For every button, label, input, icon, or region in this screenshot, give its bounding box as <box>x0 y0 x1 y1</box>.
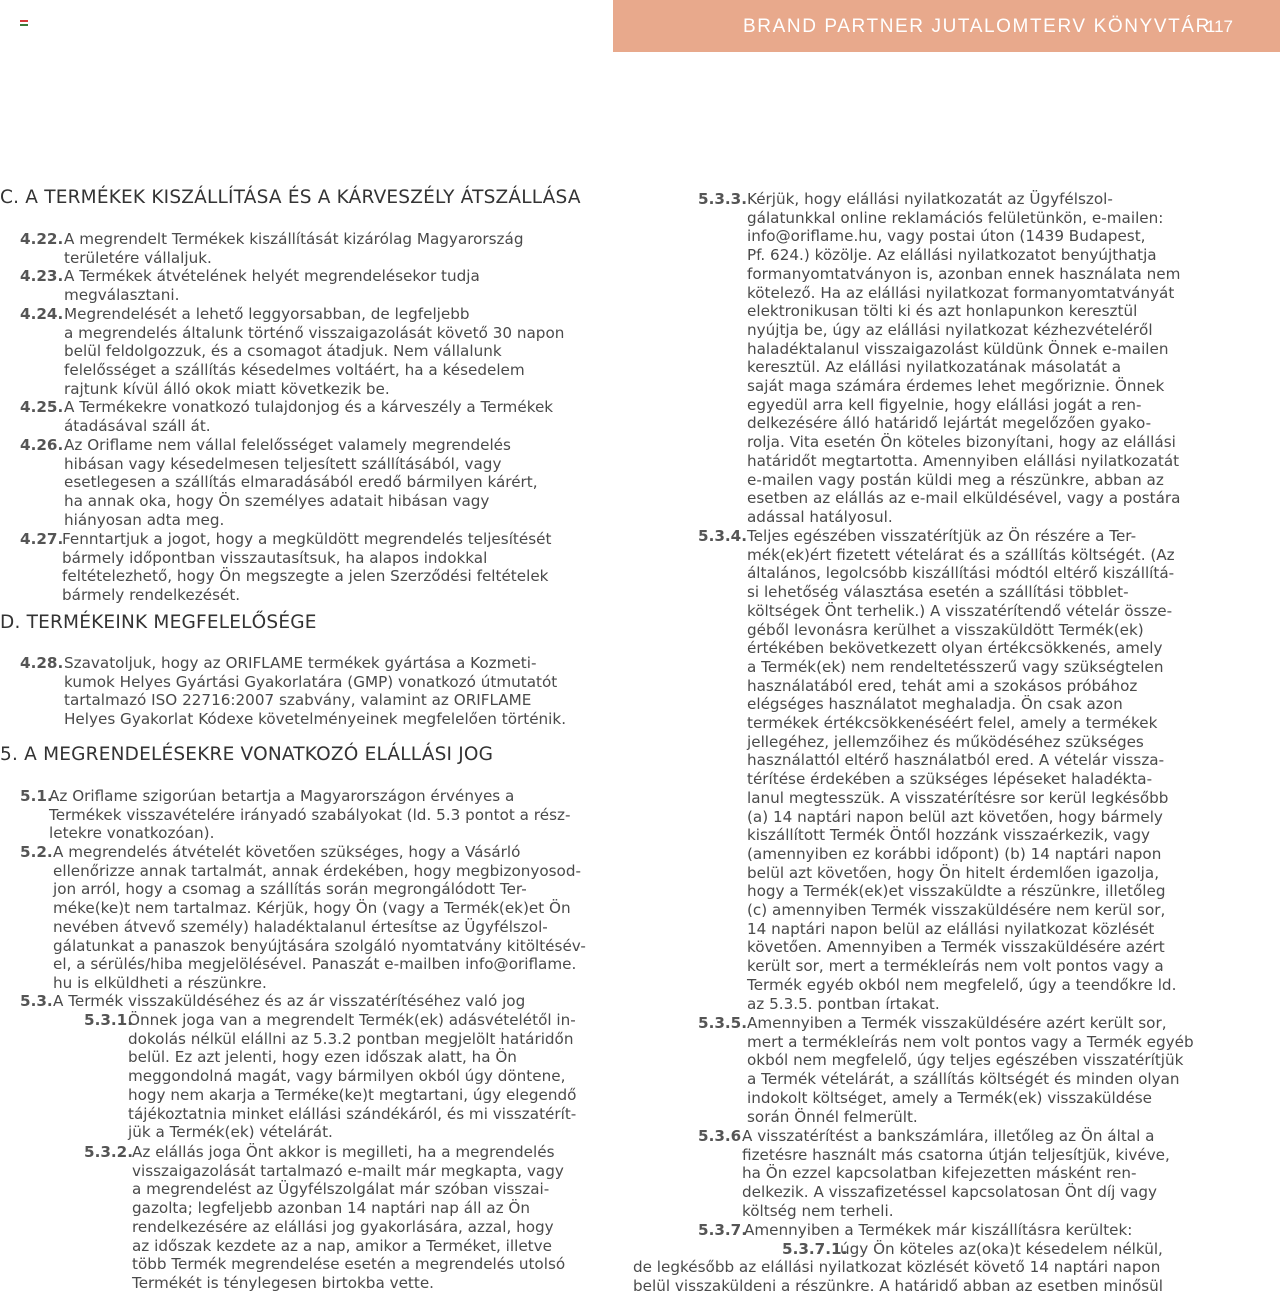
clause-text <box>53 843 586 993</box>
text-line: gálatunkkal online reklamációs felületünkön, e-mailen: <box>747 208 1164 227</box>
text-line: hogy a Termék(ek)et visszaküldte a részünkre, illetőleg <box>747 882 1166 901</box>
text-line: területére vállaljuk. <box>64 248 212 267</box>
text-line: lanul megtesszük. A visszatérítésre sor kerül legkésőbb <box>747 788 1169 807</box>
text-line: jük a Termék(ek) vételárát. <box>128 1123 333 1142</box>
text-line: rolja. Vita esetén Ön köteles bizonyítani, hogy az elállási <box>747 433 1176 452</box>
text-line: belül feldolgozzuk, és a csomagot átadjuk. Nem vállalunk <box>64 342 502 361</box>
clause-text <box>747 1014 1194 1126</box>
text-line: Pf. 624.) közölje. Az elállási nyilatkozatot benyújthatja <box>747 246 1157 265</box>
text-line: általános, legolcsóbb kiszállítási módtól eltérő kiszállítá- <box>747 564 1175 583</box>
text-line: kiszállított Termék Öntől hozzánk visszaérkezik, vagy <box>747 826 1150 845</box>
text-line: Termékek visszavételére irányadó szabályokat (ld. 5.3 pontot a rész- <box>49 805 571 824</box>
clause-number: 4.28. <box>20 654 64 672</box>
text-line: info@oriflame.hu, vagy postai úton (1439 Budapest, <box>747 227 1146 246</box>
text-line: (a) 14 naptári napon belül azt követően, hogy bármely <box>747 807 1163 826</box>
text-line: letekre vonatkozóan). <box>49 824 215 843</box>
text-line: belül azt követően, hogy Ön hitelt érdemlően igazolja, <box>747 863 1160 882</box>
clause-text <box>49 787 570 843</box>
clause-number: 5.3.2. <box>84 1143 134 1161</box>
page-number: 117 <box>1205 17 1233 36</box>
text-line: e-mailen vagy postán küldi meg a részünkre, abban az <box>747 470 1164 489</box>
text-line: került sor, mert a termékleírás nem volt pontos vagy a <box>747 957 1164 976</box>
text-line: mék(ek)ért fizetett vételárat és a szállítás költségét. (Az <box>747 545 1175 564</box>
text-line: mert a termékleírás nem volt pontos vagy a Termék egyéb <box>747 1032 1194 1051</box>
text-line: a Termék vételárát, a szállítás költségét és minden olyan <box>747 1070 1180 1089</box>
text-line: (c) amennyiben Termék visszaküldésére nem kerül sor, <box>747 901 1166 920</box>
text-line: kumok Helyes Gyártási Gyakorlatára (GMP) vonatkozó útmutatót <box>64 672 558 691</box>
text-line: az 5.3.5. pontban írtakat. <box>747 994 940 1013</box>
clause-text <box>128 1011 576 1142</box>
clause-number: 5.3. <box>20 992 53 1010</box>
text-line: haladéktalanul visszaigazolást küldünk Önnek e-mailen <box>747 339 1169 358</box>
text-line: hogy nem akarja a Terméke(ke)t megtartani, úgy elegendő <box>128 1085 577 1104</box>
text-line: Az elállás joga Önt akkor is megilleti, ha a megrendelés <box>132 1143 555 1161</box>
text-line: 14 naptári napon belül az elállási nyilatkozat közlését <box>747 919 1155 938</box>
text-line: meggondolná magát, vagy bármilyen okból úgy döntene, <box>128 1067 566 1086</box>
text-line: követően. Amennyiben a Termék visszaküldésére azért <box>747 938 1165 957</box>
clause-number: 5.3.7. <box>698 1221 748 1239</box>
clause-number: 5.3.4. <box>698 527 748 545</box>
clause-number: 5.3.6 <box>698 1127 742 1145</box>
text-line: az időszak kezdete az a nap, amikor a Terméket, illetve <box>132 1236 552 1255</box>
text-line: belül. Ez azt jelenti, hogy ezen időszak alatt, ha Ön <box>128 1048 517 1067</box>
header-title: BRAND PARTNER JUTALOMTERV KÖNYVTÁR <box>743 16 1211 37</box>
text-line: A megrendelt Termékek kiszállítását kizárólag Magyarország <box>64 230 524 248</box>
text-line: A Termék visszaküldéséhez és az ár visszatérítéséhez való jog <box>53 992 526 1010</box>
text-line: használattól eltérő használatból ered. A vételár vissza- <box>747 751 1165 770</box>
clause-text <box>64 305 564 399</box>
text-line: tartalmazó ISO 22716:2007 szabvány, valamint az ORIFLAME <box>64 691 532 710</box>
text-line: dokolás nélkül elállni az 5.3.2 pontban megjelölt határidőn <box>128 1029 574 1048</box>
text-line: visszaigazolását tartalmazó e-mailt már megkapta, vagy <box>132 1161 564 1180</box>
text-line: Az Oriflame szigorúan betartja a Magyarországon érvényes a <box>49 787 515 805</box>
clause-text <box>62 530 551 605</box>
clause-text <box>747 190 1180 527</box>
text-line: Szavatoljuk, hogy az ORIFLAME termékek gyártása a Kozmeti- <box>64 654 537 672</box>
text-line: saját maga számára érdemes lehet megőriznie. Önnek <box>747 377 1165 396</box>
text-line: ha annak oka, hogy Ön személyes adatait hibásan vagy <box>64 492 490 511</box>
clause-text <box>747 527 1176 1013</box>
clause-number: 4.23. <box>20 267 64 285</box>
text-line: Önnek joga van a megrendelt Termék(ek) adásvételétől in- <box>128 1011 576 1029</box>
clause-text <box>64 436 538 530</box>
text-line: A Termékek átvételének helyét megrendelésekor tudja <box>64 267 480 285</box>
text-line: Amennyiben a Termék visszaküldésére azért került sor, <box>747 1014 1167 1032</box>
text-line: használatából ered, tehát ami a szokásos próbához <box>747 676 1138 695</box>
text-line: rendelkezésére az elállási jog gyakorlására, azzal, hogy <box>132 1217 554 1236</box>
text-line: Termék egyéb okból nem megfelelő, úgy a teendőkre ld. <box>747 975 1177 994</box>
clause-text <box>64 654 566 729</box>
text-line: Kérjük, hogy elállási nyilatkozatát az Ügyfélszol- <box>747 190 1113 208</box>
text-line: Fenntartjuk a jogot, hogy a megküldött megrendelés teljesítését <box>62 530 552 548</box>
text-line: hiányosan adta meg. <box>64 510 225 529</box>
text-line: belül visszaküldeni a részünkre. A határidő abban az esetben minősül <box>633 1276 1164 1295</box>
clause-text <box>64 398 553 435</box>
text-line: Az Oriflame nem vállal felelősséget valamely megrendelés <box>64 436 511 454</box>
text-line: költség nem terheli. <box>742 1201 894 1220</box>
language-flag-icon <box>20 20 28 26</box>
clause-number: 5.3.5. <box>698 1014 748 1032</box>
text-line: elégséges használatot meghaladja. Ön csak azon <box>747 695 1123 714</box>
text-line: határidőt megtartotta. Amennyiben elállási nyilatkozatát <box>747 451 1180 470</box>
text-line: hibásan vagy késedelmesen teljesített szállításából, vagy <box>64 454 502 473</box>
text-line: jon arról, hogy a csomag a szállítás során megrongálódott Ter- <box>53 880 527 899</box>
text-line: felelősséget a szállítás késedelmes voltáért, ha a késedelem <box>64 361 525 380</box>
clause-number: 4.25. <box>20 398 64 416</box>
text-line: (amennyiben ez korábbi időpont) (b) 14 naptári napon <box>747 844 1162 863</box>
section-heading-c: C. A TERMÉKEK KISZÁLLÍTÁSA ÉS A KÁRVESZÉLY ÁTSZÁLLÁSA <box>0 187 581 208</box>
clause-number: 5.2. <box>20 843 53 861</box>
text-line: értékében bekövetkezett olyan értékcsökkenés, amely <box>747 639 1163 658</box>
text-line: bármely időpontban visszautasítsuk, ha alapos indokkal <box>62 548 488 567</box>
text-line: fizetésre használt más csatorna útján teljesítjük, kivéve, <box>742 1145 1170 1164</box>
clause-text <box>132 1143 565 1293</box>
text-line: Teljes egészében visszatérítjük az Ön részére a Ter- <box>747 527 1137 545</box>
text-line: géből levonásra kerülhet a visszaküldött Termék(ek) <box>747 620 1144 639</box>
text-line: A visszatérítést a bankszámlára, illetőleg az Ön által a <box>742 1127 1155 1145</box>
text-line: Termékét is ténylegesen birtokba vette. <box>132 1273 434 1292</box>
text-line: si lehetőség választása esetén a szállítási többlet- <box>747 583 1129 602</box>
text-line: feltételezhető, hogy Ön megszegte a jelen Szerződési feltételek <box>62 567 549 586</box>
section-heading-d: D. TERMÉKEINK MEGFELELŐSÉGE <box>0 612 317 633</box>
clause-text <box>53 992 525 1011</box>
text-line: keresztül. Az elállási nyilatkozatának másolatát a <box>747 358 1122 377</box>
text-line: el, a sérülés/hiba megjelölésével. Panaszát e-mailben info@oriflame. <box>53 955 577 974</box>
text-line: több Termék megrendelése esetén a megrendelés utolsó <box>132 1255 566 1274</box>
text-line: átadásával száll át. <box>64 416 211 435</box>
clause-text <box>64 267 480 304</box>
section-heading-5: 5. A MEGRENDELÉSEKRE VONATKOZÓ ELÁLLÁSI JOG <box>0 744 494 765</box>
clause-number: 5.3.7.1. <box>782 1240 848 1258</box>
text-line: egyedül arra kell figyelnie, hogy elállási jogát a ren- <box>747 395 1142 414</box>
text-line: A Termékekre vonatkozó tulajdonjog és a kárveszély a Termékek <box>64 398 554 416</box>
text-line: méke(ke)t nem tartalmaz. Kérjük, hogy Ön (vagy a Termék(ek)et Ön <box>53 899 571 918</box>
clause-text <box>840 1240 1163 1259</box>
text-line: megválasztani. <box>64 285 180 304</box>
text-line: Megrendelését a lehető leggyorsabban, de legfeljebb <box>64 305 470 323</box>
clause-text <box>744 1221 1132 1240</box>
text-line: rajtunk kívül álló okok miatt következik be. <box>64 379 390 398</box>
text-line: okból nem megfelelő, úgy teljes egészében visszatérítjük <box>747 1051 1184 1070</box>
text-line: delkezésére álló határidő lejártát megelőzően gyako- <box>747 414 1152 433</box>
text-line: a megrendelést az Ügyfélszolgálat már szóban visszai- <box>132 1180 550 1199</box>
text-line: hu is elküldheti a részünkre. <box>53 973 267 992</box>
clause-number: 4.22. <box>20 230 64 248</box>
text-line: nyújtja be, úgy az elállási nyilatkozat kézhezvételéről <box>747 320 1153 339</box>
text-line: költségek Önt terhelik.) A visszatérítendő vételár össze- <box>747 601 1173 620</box>
text-line: Amennyiben a Termékek már kiszállításra kerültek: <box>744 1221 1133 1239</box>
text-line: térítése érdekében a szükséges lépéseket haladékta- <box>747 770 1153 789</box>
text-line: a Termék(ek) nem rendeltetésszerű vagy szükségtelen <box>747 657 1164 676</box>
text-line: de legkésőbb az elállási nyilatkozat közlését követő 14 naptári napon <box>633 1258 1161 1276</box>
clause-text <box>742 1127 1170 1221</box>
clause-number: 5.1. <box>20 787 53 805</box>
text-line: esetben az elállás az e-mail elküldésével, vagy a postára <box>747 489 1181 508</box>
text-line: delkezik. A visszafizetéssel kapcsolatosan Önt díj vagy <box>742 1183 1158 1202</box>
clause-text <box>64 230 523 267</box>
text-line: esetlegesen a szállítás elmaradásából eredő bármilyen kárért, <box>64 473 538 492</box>
text-line: formanyomtatványon is, azonban ennek használata nem <box>747 264 1181 283</box>
header-bar <box>613 0 1280 52</box>
text-line: során Önnél felmerült. <box>747 1107 918 1126</box>
text-line: gazolta; legfeljebb azonban 14 naptári nap áll az Ön <box>132 1199 530 1218</box>
text-line: ha Ön ezzel kapcsolatban kifejezetten másként ren- <box>742 1164 1137 1183</box>
text-line: Helyes Gyakorlat Kódexe követelményeinek megfelelően történik. <box>64 710 567 729</box>
clause-number: 4.27. <box>20 530 64 548</box>
text-line: A megrendelés átvételét követően szükséges, hogy a Vásárló <box>53 843 521 861</box>
clause-number: 4.24. <box>20 305 64 323</box>
text-line: nevében átvevő személy) haladéktalanul értesítse az Ügyfélszol- <box>53 917 548 936</box>
text-line: kötelező. Ha az elállási nyilatkozat formanyomtatványát <box>747 283 1175 302</box>
text-line: úgy Ön köteles az(oka)t késedelem nélkül, <box>840 1240 1163 1258</box>
text-line: termékek értékcsökkenéséért felel, amely a termékek <box>747 714 1158 733</box>
text-line: tájékoztatnia minket elállási szándékáról, és mi visszatérít- <box>128 1104 577 1123</box>
clause-number: 4.26. <box>20 436 64 454</box>
text-line: elektronikusan tölti ki és azt honlapunkon keresztül <box>747 302 1138 321</box>
text-line: jellegéhez, jellemzőihez és működéséhez szükséges <box>747 732 1144 751</box>
clause-number: 5.3.1. <box>84 1011 134 1029</box>
clause-text <box>633 1258 1163 1295</box>
text-line: gálatunkat a panaszok benyújtására szolgáló nyomtatvány kitöltésév- <box>53 936 586 955</box>
clause-number: 5.3.3. <box>698 190 748 208</box>
text-line: adással hatályosul. <box>747 507 893 526</box>
text-line: indokolt költséget, amely a Termék(ek) visszaküldése <box>747 1088 1153 1107</box>
text-line: ellenőrizze annak tartalmát, annak érdekében, hogy megbizonyosod- <box>53 861 581 880</box>
text-line: a megrendelés általunk történő visszaigazolását követő 30 napon <box>64 323 565 342</box>
text-line: bármely rendelkezését. <box>62 586 241 605</box>
